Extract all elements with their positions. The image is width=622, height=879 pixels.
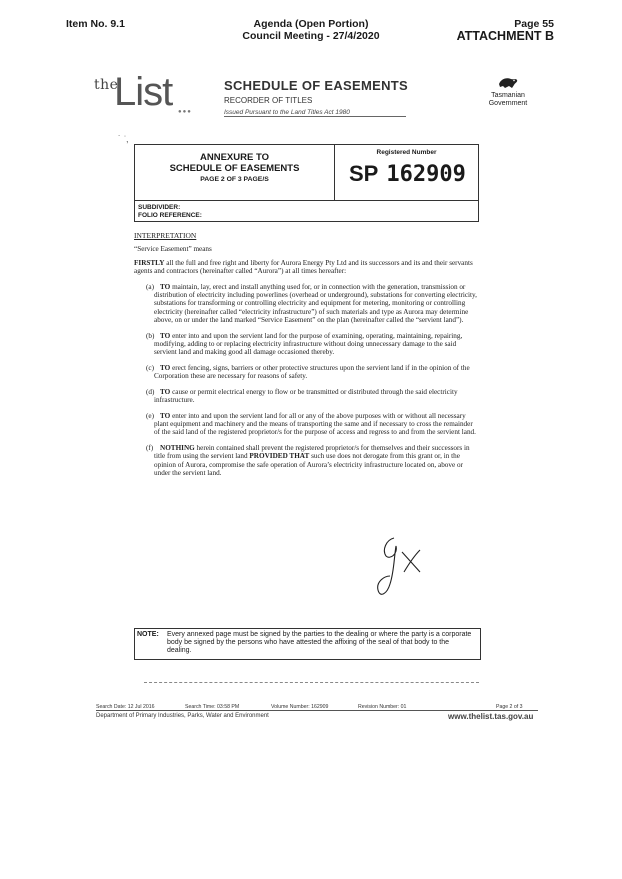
registered-prefix: SP (349, 161, 379, 186)
logo-list: List (114, 70, 173, 114)
agenda-heading (200, 18, 422, 42)
separator-line (144, 682, 479, 683)
attachment-label: ATTACHMENT B (456, 29, 554, 43)
meeting-date: Council Meeting - 27/4/2020 (242, 30, 380, 42)
firstly-text: all the full and free right and liberty for Aurora Energy Pty Ltd and its successors and its and their servants agents and contractors (hereinafter called “Aurora”) at all times hereafter: (134, 258, 473, 276)
page-info (457, 18, 554, 42)
schedule-title: SCHEDULE OF EASEMENTS (224, 78, 408, 93)
scan-marks: ˙ ͘ , (118, 134, 129, 144)
easement-text (134, 232, 479, 477)
clause-e-lead: TO (160, 411, 171, 420)
thelist-logo (94, 70, 192, 116)
clause-f (134, 444, 479, 478)
box-divider (135, 200, 478, 201)
footer-rule (96, 710, 538, 711)
clause-f-label: (f) (146, 443, 154, 452)
gov-line-1: Tasmanian (491, 92, 525, 99)
tasmanian-devil-icon (497, 74, 519, 90)
footer-volume: Volume Number: 162909 (271, 704, 329, 710)
clause-d-label: (d) (146, 387, 155, 396)
tasmanian-government-logo (480, 74, 536, 108)
page-number: Page 55 (514, 18, 554, 30)
annexure-box (134, 144, 479, 222)
registered-number-label: Registered Number (376, 149, 437, 156)
note-text: Every annexed page must be signed by the parties to the dealing or where the party is a corporate body be signed by the persons who have attested the affixing of the seal of that body to the dealing. (167, 631, 472, 655)
clause-a-lead: TO (160, 282, 171, 291)
annexure-line-2: SCHEDULE OF EASEMENTS (169, 162, 300, 174)
clause-b (134, 332, 479, 357)
recorder-of-titles: RECORDER OF TITLES (224, 96, 313, 105)
registered-number-cell (335, 145, 478, 200)
clause-d-lead: TO (160, 387, 171, 396)
logo-dots-icon: ●●● (178, 109, 192, 115)
clause-f-text-2: such use does not derogate from this grant or, in the opinion of Aurora, compromise the safe operation of Aurora’s electricity infrastructure located on, above or under the servient land. (154, 452, 463, 477)
clause-c (134, 364, 479, 381)
firstly-paragraph (134, 259, 479, 276)
item-number: Item No. 9.1 (66, 18, 125, 30)
logo-the: the (94, 77, 119, 93)
subdivider-label: SUBDIVIDER: (138, 204, 181, 211)
subdivider-block (138, 204, 202, 219)
registered-number-value: 162909 (386, 162, 466, 187)
clause-e (134, 412, 479, 437)
clause-c-lead: TO (160, 363, 171, 372)
clause-d-text: cause or permit electrical energy to flow or be transmitted or distributed through the said electricity infrastructure. (154, 387, 458, 405)
folio-label: FOLIO REFERENCE: (138, 211, 202, 219)
footer-search-date: Search Date: 12 Jul 2016 (96, 704, 155, 710)
footer-department: Department of Primary Industries, Parks, Water and Environment (96, 713, 269, 719)
clause-b-text: enter into and upon the servient land for the purpose of examining, operating, maintaining, repairing, modifying, adding to or replacing electricity infrastructure without doing unnecessary damage to the said servient land and making good all damage occasioned thereby. (154, 331, 463, 357)
annexure-title-cell (135, 145, 335, 200)
page-of-pages: PAGE 2 OF 3 PAGE/S (200, 176, 269, 183)
footer-search-time: Search Time: 03:58 PM (185, 704, 240, 710)
clause-a-text: maintain, lay, erect and install anything used for, or in connection with the generation, transmission or distribution of electricity including powerlines (overhead or underground), substations for converting electricity, substations for transforming or controlling electricity and equipment for metering, monitoring or controlling electricity (hereinafter called “electricity infrastructure”) of such materials and type as Aurora may determine above, on or under the land marked “Service Easement” on the plan (hereinafter called the “servient land”). (154, 282, 477, 325)
footer-page: Page 2 of 3 (496, 704, 523, 710)
clause-d (134, 388, 479, 405)
clause-b-label: (b) (146, 331, 155, 340)
clause-a-label: (a) (146, 282, 154, 291)
annexure-line-1: ANNEXURE TO (200, 152, 269, 163)
gov-line-2: Government (488, 100, 528, 107)
signature (372, 532, 432, 604)
clause-e-label: (e) (146, 411, 154, 420)
clause-f-lead: NOTHING (160, 443, 195, 452)
clause-b-lead: TO (160, 331, 171, 340)
agenda-title: Agenda (Open Portion) (253, 18, 369, 30)
clause-e-text: enter into and upon the servient land for all or any of the above purposes with or without all necessary plant equipment and machinery and the means of transporting the same and if necessary to cross the remainder of the said land of the registered proprietor/s for the purpose of access and regress to and from the servient land. (154, 411, 476, 437)
clause-a (134, 283, 479, 325)
footer-revision: Revision Number: 01 (358, 704, 407, 710)
firstly-bold: FIRSTLY (134, 258, 165, 267)
clause-c-text: erect fencing, signs, barriers or other protective structures upon the servient land if in the opinion of the Corporation these are necessary for reasons of safety. (154, 363, 470, 381)
registered-number (349, 161, 466, 187)
note-label: NOTE: (137, 631, 159, 638)
issued-pursuant: Issued Pursuant to the Land Titles Act 1980 (224, 109, 406, 117)
definition-line: “Service Easement” means (134, 245, 212, 254)
clause-c-label: (c) (146, 363, 154, 372)
interpretation-heading: INTERPRETATION (134, 231, 197, 240)
clause-f-provided: PROVIDED THAT (249, 452, 310, 461)
clause-f-text-1: herein contained shall prevent the registered proprietor/s for themselves and their successors in title from using the servient land (154, 443, 470, 461)
note-box (134, 628, 481, 660)
footer-website[interactable]: www.thelist.tas.gov.au (448, 712, 534, 721)
annexure-title (135, 153, 334, 174)
